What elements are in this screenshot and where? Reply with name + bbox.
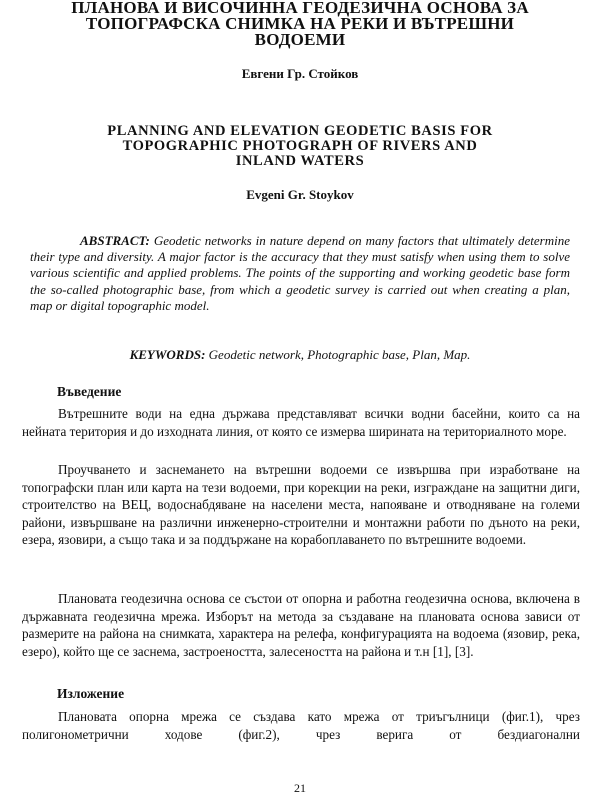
title-bg-line: ВОДОЕМИ [254,30,346,49]
abstract-label: ABSTRACT: [80,233,150,248]
section-heading-exposition: Изложение [57,686,125,701]
title-bg-line: ПЛАНОВА И ВИСОЧИННА ГЕОДЕЗИЧНА ОСНОВА ЗА [71,0,529,17]
paragraph: Плановата опорна мрежа се създава като мрежа от триъгълници (фиг.1), чрез полигонометрични ходове (фиг.2), чрез верига от бездиагонални [22,709,580,742]
title-en-line: TOPOGRAPHIC PHOTOGRAPH OF RIVERS AND [122,138,478,154]
author-english: Evgeni Gr. Stoykov [246,187,354,202]
keywords [0,347,600,363]
title-bulgarian [10,0,590,48]
title-en-line: PLANNING AND ELEVATION GEODETIC BASIS FOR [107,123,493,139]
title-english [15,124,585,169]
title-en-line: INLAND WATERS [235,153,365,169]
paragraph: Вътрешните води на една държава представляват всички водни басейни, които са на нейната територия и до изходната линия, от която се измерва ширината на териториалното море. [22,406,580,439]
author-bulgarian: Евгени Гр. Стойков [241,66,359,81]
keywords-text: Geodetic network, Photographic base, Plan, Map. [208,347,471,362]
abstract-text: Geodetic networks in nature depend on many factors that ultimately determine their type and diversity. A major factor is the accuracy that they must satisfy when using them to solve various scientific and applied problems. The points of the supporting and working geodetic base form the so-called photographic base, from which a geodetic survey is carried out when creating a plan, map or digital topographic model. [30,233,571,313]
page-number: 21 [294,781,306,795]
abstract [30,233,570,314]
section-heading-introduction: Въведение [57,384,122,399]
keywords-label: KEYWORDS: [129,347,206,362]
paragraph: Проучването и заснемането на вътрешни водоеми се извършва при изработване на топографски план или карта на тези водоеми, при корекции на реки, изграждане на защитни диги, строителство на ВЕЦ, водоснабдяване на населени места, напояване и отводняване на големи райони, извършване на различни инженерно-строителни и монтажни работи по дъното на реки, езера, язовири, а също така и за поддържане на корабоплаването по вътрешните водоеми. [22,462,580,548]
paragraph: Плановата геодезична основа се състои от опорна и работна геодезична основа, включена в държавната геодезична мрежа. Изборът на метода за създаване на плановата основа зависи от размерите на района на снимката, характера на релефа, конфигурацията на водоема (язовир, река, езеро), който ще се заснема, застроеността, залесеността на района и т.н [1], [3]. [22,591,580,659]
title-bg-line: ТОПОГРАФСКА СНИМКА НА РЕКИ И ВЪТРЕШНИ [85,14,515,33]
